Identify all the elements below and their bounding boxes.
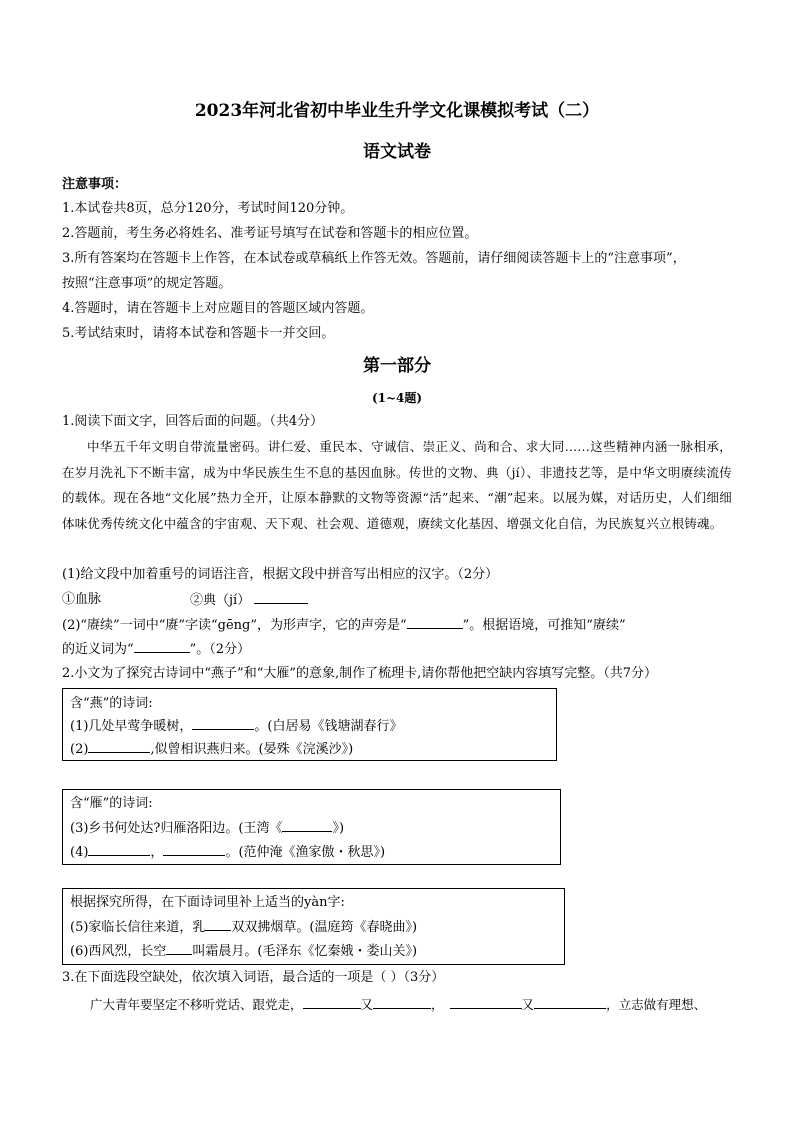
card-text: (5)家临长信往来道，乳 [70, 920, 206, 935]
q1-sub2-text: ”。（2分） [189, 642, 251, 657]
note-item: 4.答题时，请在答题卡上对应题目的答题区域内答题。 [62, 301, 374, 316]
card-text: 》) [332, 821, 345, 836]
card-text: 。(范仲淹《渔家傲・秋思》) [225, 845, 386, 860]
answer-blank[interactable] [192, 717, 254, 730]
exam-title: 2023年河北省初中毕业生升学文化课模拟考试（二） [194, 101, 600, 121]
note-item: 按照“注意事项”的规定答题。 [62, 276, 232, 291]
card-line [70, 843, 385, 862]
q1-sub2-text: (2)“赓续”一词中“赓”字读“gēng”，为形声字，它的声旁是“ [62, 618, 407, 633]
q1-sub1-b [190, 591, 308, 610]
q1-sub1-a: ①血脉 [62, 592, 102, 607]
answer-blank[interactable] [303, 996, 361, 1009]
card-swallow [62, 688, 557, 761]
answer-blank[interactable] [88, 843, 150, 856]
answer-blank[interactable] [534, 996, 606, 1009]
answer-blank[interactable] [134, 640, 190, 653]
answer-blank[interactable] [254, 591, 308, 604]
q1-passage: 中华五千年文明自带流量密码。讲仁爱、重民本、守诚信、崇正义、尚和合、求大同……这些精神内涵一脉相承，在岁月洗礼下不断丰富，成为中华民族生生不息的基因血脉。传世的文物、典（jí）、非遗技艺等，是中华文明赓续流传的载体。现在各地“文化展”热力全开，让原本静默的文物等资源“活”起来、“潮”起来。以展为媒，对话历史，人们细细体味优秀传统文化中蕴含的宇宙观、天下观、社会观、道德观，赓续文化基因、增强文化自信，为民族复兴立根铸魂。 [62, 439, 732, 531]
paper-subtitle: 语文试卷 [363, 142, 431, 162]
note-item: 1.本试卷共8页，总分120分，考试时间120分钟。 [62, 201, 354, 216]
card-line [70, 942, 417, 961]
card-line [70, 717, 403, 736]
card-title: 含“燕”的诗词: [70, 696, 153, 711]
note-item: 2.答题前，考生务必将姓名、准考证号填写在试卷和答题卡的相应位置。 [62, 226, 478, 241]
q1-sub1: (1)给文段中加着重号的词语注音，根据文段中拼音写出相应的汉字。（2分） [62, 567, 499, 582]
answer-blank[interactable] [88, 740, 150, 753]
q3-text: 广大青年要坚定不移听党话、跟党走， [90, 997, 303, 1012]
card-title: 根据探究所得，在下面诗词里补上适当的yàn字: [70, 895, 345, 910]
q2-stem: 2.小文为了探究古诗词中“燕子”和“大雁”的意象,制作了梳理卡,请你帮他把空缺内容填写完整。（共7分） [62, 666, 658, 681]
note-item: 5.考试结束时，请将本试卷和答题卡一并交回。 [62, 326, 335, 341]
answer-blank[interactable] [450, 996, 522, 1009]
card-line [70, 740, 353, 759]
q1-sub2-text: ”。根据语境，可推知“赓续” [462, 618, 626, 633]
answer-blank[interactable] [373, 996, 431, 1009]
card-text: (6)西风烈，长空 [70, 944, 167, 959]
q1-stem: 1.阅读下面文字，回答后面的问题。（共4分） [62, 414, 324, 429]
card-text: (3)乡书何处达?归雁洛阳边。(王湾《 [70, 821, 283, 836]
card-title: 含“雁”的诗词: [70, 796, 153, 811]
q3-passage-line [90, 996, 706, 1014]
q3-text: ， [431, 997, 444, 1012]
q3-text: 又 [521, 997, 535, 1012]
card-text: (1)几处早莺争暖树， [70, 719, 193, 734]
part-range: (1~4题) [371, 391, 423, 405]
part-heading: 第一部分 [363, 356, 431, 376]
q1-sub2-text: 的近义词为“ [62, 642, 134, 657]
answer-blank[interactable] [163, 843, 225, 856]
q1-sub2-line2 [62, 640, 250, 659]
card-text: 双双拂烟草。(温庭筠《春晓曲》) [231, 920, 418, 935]
card-text: 。(白居易《钱塘湖春行》 [254, 719, 403, 734]
card-text: (2) [70, 742, 89, 757]
q3-text: ，立志做有理想、 [606, 997, 707, 1012]
card-yan [62, 888, 565, 965]
q1-sub1-b-label: ②典（jí） [190, 593, 251, 608]
card-line [70, 819, 344, 838]
answer-blank[interactable] [205, 918, 231, 931]
answer-blank[interactable] [407, 616, 463, 629]
card-goose [62, 789, 561, 865]
note-item: 3.所有答案均在答题卡上作答，在本试卷或草稿纸上作答无效。答题前，请仔细阅读答题卡上的“注意事项”， [62, 251, 686, 266]
card-text: ， [150, 845, 164, 860]
answer-blank[interactable] [166, 942, 192, 955]
answer-blank[interactable] [282, 819, 332, 832]
card-text: (4) [70, 845, 89, 860]
notes-heading: 注意事项： [62, 177, 128, 192]
q3-stem: 3.在下面选段空缺处，依次填入词语，最合适的一项是（ ）（3分） [62, 970, 445, 985]
card-line [70, 918, 417, 937]
q1-sub2-line1 [62, 616, 626, 635]
q3-text: 又 [360, 997, 374, 1012]
card-text: ,似曾相识燕归来。(晏殊《浣溪沙》) [150, 742, 354, 757]
card-text: 叫霜晨月。(毛泽东《忆秦娥・娄山关》) [192, 944, 418, 959]
